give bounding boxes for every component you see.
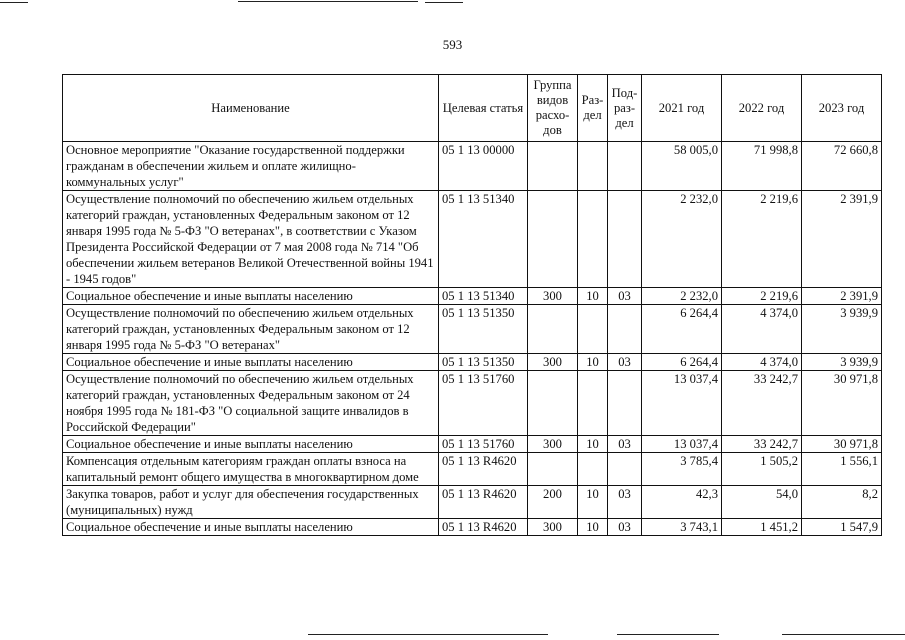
row-name: Основное мероприятие "Оказание государственной поддержки гражданам в обеспечении жильем и оплате жилищно-коммунальных услуг" [63, 142, 439, 191]
row-2021: 42,3 [642, 486, 722, 519]
row-target-code: 05 1 13 51350 [439, 305, 528, 354]
row-2021: 2 232,0 [642, 288, 722, 305]
row-target-code: 05 1 13 R4620 [439, 453, 528, 486]
row-2022: 71 998,8 [722, 142, 802, 191]
row-target-code: 05 1 13 R4620 [439, 486, 528, 519]
row-2022: 4 374,0 [722, 354, 802, 371]
page-number: 593 [442, 37, 463, 52]
row-name: Компенсация отдельным категориям граждан оплаты взноса на капитальный ремонт общего имущества в многоквартирном доме [63, 453, 439, 486]
column-header-2023: 2023 год [802, 75, 882, 142]
row-subsection: 03 [608, 519, 642, 536]
table-row [63, 371, 882, 436]
bottom-rule-3 [782, 634, 905, 635]
budget-table [62, 74, 882, 536]
row-group: 300 [528, 288, 578, 305]
row-name: Социальное обеспечение и иные выплаты населению [63, 288, 439, 305]
row-group [528, 371, 578, 436]
row-subsection [608, 142, 642, 191]
row-2023: 30 971,8 [802, 436, 882, 453]
row-group: 300 [528, 354, 578, 371]
row-target-code: 05 1 13 R4620 [439, 519, 528, 536]
table-row [63, 354, 882, 371]
column-header-subsection: Под-раз-дел [608, 75, 642, 142]
row-name: Социальное обеспечение и иные выплаты населению [63, 354, 439, 371]
row-group: 300 [528, 519, 578, 536]
row-subsection [608, 305, 642, 354]
row-2021: 6 264,4 [642, 354, 722, 371]
row-subsection [608, 453, 642, 486]
top-rule-left [0, 2, 28, 3]
row-group [528, 142, 578, 191]
row-2023: 2 391,9 [802, 288, 882, 305]
row-2021: 58 005,0 [642, 142, 722, 191]
row-2021: 13 037,4 [642, 436, 722, 453]
bottom-rule-1 [308, 634, 548, 635]
table-header-row [63, 75, 882, 142]
table-row [63, 519, 882, 536]
row-2023: 3 939,9 [802, 354, 882, 371]
row-section: 10 [578, 436, 608, 453]
table-row [63, 191, 882, 288]
table-row [63, 436, 882, 453]
row-group: 200 [528, 486, 578, 519]
row-2023: 30 971,8 [802, 371, 882, 436]
row-2022: 2 219,6 [722, 288, 802, 305]
top-rule-center [238, 1, 418, 2]
row-section: 10 [578, 354, 608, 371]
row-section: 10 [578, 519, 608, 536]
row-subsection [608, 191, 642, 288]
row-name: Социальное обеспечение и иные выплаты населению [63, 519, 439, 536]
row-name: Осуществление полномочий по обеспечению жильем отдельных категорий граждан, установленных Федеральным законом от 12 января 1995 года № 5-ФЗ "О ветеранах", в соответствии с Указом Президента Российской Федерации от 7 мая 2008 года № 714 "Об обеспечении жильем ветеранов Великой Отечественной войны 1941 - 1945 годов" [63, 191, 439, 288]
row-2022: 33 242,7 [722, 436, 802, 453]
row-name: Социальное обеспечение и иные выплаты населению [63, 436, 439, 453]
row-target-code: 05 1 13 51760 [439, 436, 528, 453]
table-row [63, 288, 882, 305]
row-group [528, 453, 578, 486]
column-header-target: Целевая статья [439, 75, 528, 142]
row-subsection: 03 [608, 354, 642, 371]
column-header-name: Наименование [63, 75, 439, 142]
row-group [528, 305, 578, 354]
column-header-group: Группа видов расхо-дов [528, 75, 578, 142]
row-target-code: 05 1 13 51760 [439, 371, 528, 436]
row-2023: 1 556,1 [802, 453, 882, 486]
row-2023: 1 547,9 [802, 519, 882, 536]
column-header-2021: 2021 год [642, 75, 722, 142]
row-section: 10 [578, 486, 608, 519]
row-2021: 3 743,1 [642, 519, 722, 536]
row-section [578, 371, 608, 436]
row-2021: 13 037,4 [642, 371, 722, 436]
row-2022: 1 451,2 [722, 519, 802, 536]
table-row [63, 142, 882, 191]
table-row [63, 305, 882, 354]
row-group [528, 191, 578, 288]
row-subsection: 03 [608, 486, 642, 519]
row-subsection [608, 371, 642, 436]
row-section [578, 305, 608, 354]
top-rule-right [425, 2, 463, 3]
row-2022: 33 242,7 [722, 371, 802, 436]
row-2022: 4 374,0 [722, 305, 802, 354]
row-section: 10 [578, 288, 608, 305]
row-group: 300 [528, 436, 578, 453]
row-name: Закупка товаров, работ и услуг для обеспечения государственных (муниципальных) нужд [63, 486, 439, 519]
row-2023: 3 939,9 [802, 305, 882, 354]
row-section [578, 142, 608, 191]
row-target-code: 05 1 13 00000 [439, 142, 528, 191]
row-subsection: 03 [608, 288, 642, 305]
row-name: Осуществление полномочий по обеспечению жильем отдельных категорий граждан, установленных Федеральным законом от 12 января 1995 года № 5-ФЗ "О ветеранах" [63, 305, 439, 354]
row-2021: 6 264,4 [642, 305, 722, 354]
row-2021: 3 785,4 [642, 453, 722, 486]
row-target-code: 05 1 13 51350 [439, 354, 528, 371]
table-row [63, 486, 882, 519]
table-row [63, 453, 882, 486]
row-section [578, 191, 608, 288]
row-2023: 72 660,8 [802, 142, 882, 191]
row-name: Осуществление полномочий по обеспечению жильем отдельных категорий граждан, установленных Федеральным законом от 24 ноября 1995 года № 181-ФЗ "О социальной защите инвалидов в Российской Федерации" [63, 371, 439, 436]
bottom-rule-2 [617, 634, 719, 635]
row-2023: 2 391,9 [802, 191, 882, 288]
row-2022: 54,0 [722, 486, 802, 519]
row-target-code: 05 1 13 51340 [439, 191, 528, 288]
row-target-code: 05 1 13 51340 [439, 288, 528, 305]
row-2023: 8,2 [802, 486, 882, 519]
row-2022: 1 505,2 [722, 453, 802, 486]
row-subsection: 03 [608, 436, 642, 453]
row-section [578, 453, 608, 486]
row-2021: 2 232,0 [642, 191, 722, 288]
column-header-2022: 2022 год [722, 75, 802, 142]
column-header-section: Раз-дел [578, 75, 608, 142]
row-2022: 2 219,6 [722, 191, 802, 288]
